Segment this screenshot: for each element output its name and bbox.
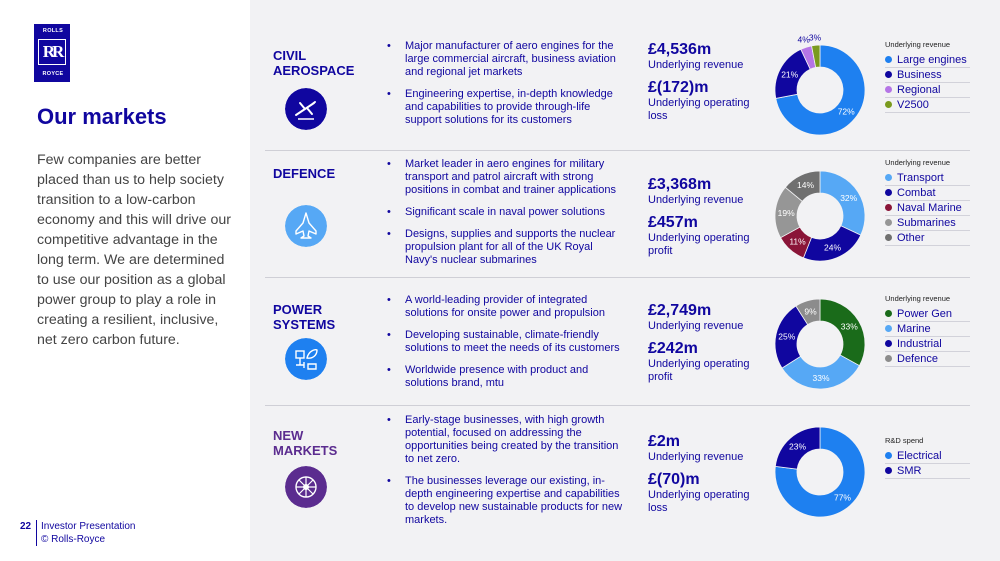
operating-label: Underlying operating loss [648,97,750,122]
revenue-label: Underlying revenue [648,59,744,71]
segment-name-line1: POWER [273,302,323,317]
donut-data-label: 11% [789,236,806,247]
chart-legend [885,436,970,479]
fighter-jet-icon [285,205,327,247]
segment-row-power-systems [265,294,970,404]
donut-data-label: 77% [833,492,851,503]
segment-name [273,166,335,181]
intro-text: Few companies are better placed than us to help society transition to a low-carbon economy and this will drive our competitive advantage in the long term. We are determined to use our position as a global power group to play a role in creating a resilient, inclusive, net zero carbon future. [37,152,231,348]
legend-swatch [885,174,892,181]
segment-name-line2: MARKETS [273,443,338,458]
footer-copyright: © Rolls-Royce [41,534,106,545]
legend-label: Transport [897,172,944,184]
legend-swatch [885,325,892,332]
chart-legend [885,294,970,367]
network-globe-icon [285,466,327,508]
bullet-item: • The businesses leverage our existing, in-depth engineering expertise and capabilities to develop new sustainable products for new markets. [387,475,627,527]
legend-swatch [885,71,892,78]
donut-data-label: 33% [840,321,858,332]
segment-bullets [387,414,627,536]
legend-item [885,352,970,367]
legend-item [885,98,970,113]
chart-legend [885,40,970,113]
segment-bullets [387,40,627,136]
donut-data-label: 33% [812,372,830,383]
donut-data-label: 3% [808,32,822,43]
donut-data-label: 9% [804,306,817,317]
donut-data-label: 4% [797,34,810,45]
row-divider [265,405,970,406]
legend-title: Underlying revenue [885,40,951,49]
legend-swatch [885,234,892,241]
legend-label: Regional [897,84,941,96]
legend-item [885,231,970,246]
segment-financials [648,175,768,264]
donut-data-label: 24% [824,242,842,253]
page-title: Our markets [37,104,167,129]
row-divider [265,277,970,278]
revenue-value: £3,368m [648,176,712,193]
operating-label: Underlying operating profit [648,232,750,257]
segment-name-line1: NEW [273,428,304,443]
donut-slice-power-gen [820,299,865,366]
chart-legend [885,158,970,246]
operating-value: £(70)m [648,471,700,488]
legend-title: Underlying revenue [885,158,951,167]
bullet-item: • Developing sustainable, climate-friendly solutions to meet the needs of its customers [387,329,627,355]
legend-label: Combat [897,187,936,199]
footer-divider [36,520,37,546]
legend-label: Naval Marine [897,202,962,214]
legend-item [885,322,970,337]
legend-label: V2500 [897,99,929,111]
legend-item [885,464,970,479]
revenue-value: £2m [648,433,681,450]
bullet-item: • Market leader in aero engines for military transport and patrol aircraft with strong positions in combat and trainer applications [387,158,627,197]
segment-name [273,302,335,332]
legend-item [885,53,970,68]
left-panel [0,0,250,561]
legend-label: Submarines [897,217,956,229]
legend-item [885,171,970,186]
legend-item [885,186,970,201]
legend-label: Large engines [897,54,967,66]
legend-title: R&D spend [885,436,924,445]
bullet-item: • Engineering expertise, in-depth knowledge and capabilities to provide through-life support solutions for its customers [387,88,627,127]
legend-label: Other [897,232,925,244]
donut-chart [770,294,870,394]
segment-name [273,428,337,458]
donut-data-label: 14% [797,180,815,191]
legend-swatch [885,452,892,459]
legend-label: Industrial [897,338,942,350]
legend-swatch [885,310,892,317]
legend-swatch [885,56,892,63]
revenue-label: Underlying revenue [648,320,744,332]
legend-label: Business [897,69,942,81]
revenue-label: Underlying revenue [648,451,744,463]
revenue-value: £4,536m [648,41,712,58]
legend-item [885,83,970,98]
segment-bullets [387,294,627,399]
legend-title: Underlying revenue [885,294,951,303]
legend-item [885,449,970,464]
legend-swatch [885,189,892,196]
legend-swatch [885,219,892,226]
segment-bullets [387,158,627,276]
donut-data-label: 72% [837,106,855,117]
segment-name-line1: DEFENCE [273,166,336,181]
operating-value: £(172)m [648,79,709,96]
donut-chart [770,422,870,522]
donut-chart [770,166,870,266]
legend-swatch [885,101,892,108]
logo-top-text: ROLLS [42,28,64,34]
segment-name-line1: CIVIL [273,48,307,63]
airplane-icon [285,88,327,130]
segment-name-line2: SYSTEMS [273,317,336,332]
segment-row-civil-aerospace [265,32,970,150]
legend-label: Defence [897,353,938,365]
bullet-item: • Designs, supplies and supports the nuclear propulsion plant for all of the UK Royal Navy's nuclear submarines [387,228,627,267]
segment-financials [648,301,768,390]
legend-item [885,337,970,352]
revenue-label: Underlying revenue [648,194,744,206]
donut-data-label: 25% [778,331,796,342]
donut-data-label: 23% [789,441,807,452]
legend-label: Marine [897,323,931,335]
segment-financials [648,40,768,129]
segment-row-defence [265,158,970,276]
operating-value: £457m [648,214,698,231]
legend-label: SMR [897,465,922,477]
row-divider [265,150,970,151]
bullet-item: • Worldwide presence with product and solutions brand, mtu [387,364,627,390]
segment-name [273,48,354,78]
segment-name-line2: AEROSPACE [273,63,355,78]
legend-item [885,68,970,83]
legend-label: Power Gen [897,308,953,320]
logo-monogram: RR [38,39,66,65]
legend-item [885,201,970,216]
legend-swatch [885,86,892,93]
page-number: 22 [20,521,32,532]
legend-swatch [885,467,892,474]
bullet-item: • Significant scale in naval power solutions [387,206,627,219]
legend-item [885,307,970,322]
logo-bottom-text: ROYCE [42,71,64,77]
legend-swatch [885,204,892,211]
segment-row-new-markets [265,414,970,534]
operating-label: Underlying operating loss [648,489,750,514]
footer-title: Investor Presentation [41,521,136,532]
legend-item [885,216,970,231]
operating-label: Underlying operating profit [648,358,750,383]
bullet-item: • Early-stage businesses, with high growth potential, focused on addressing the opportunities being created by the transition to net zero. [387,414,627,466]
segment-financials [648,432,768,521]
legend-swatch [885,340,892,347]
revenue-value: £2,749m [648,302,712,319]
donut-data-label: 19% [777,207,795,218]
bullet-item: • Major manufacturer of aero engines for the large commercial aircraft, business aviation and regional jet markets [387,40,627,79]
operating-value: £242m [648,340,698,357]
power-systems-icon [285,338,327,380]
legend-label: Electrical [897,450,942,462]
donut-data-label: 21% [781,69,799,80]
bullet-item: • A world-leading provider of integrated solutions for onsite power and propulsion [387,294,627,320]
donut-data-label: 32% [840,192,858,203]
rolls-royce-logo [34,24,70,82]
donut-chart [770,32,870,140]
legend-swatch [885,355,892,362]
donut-slice-transport [820,171,865,235]
